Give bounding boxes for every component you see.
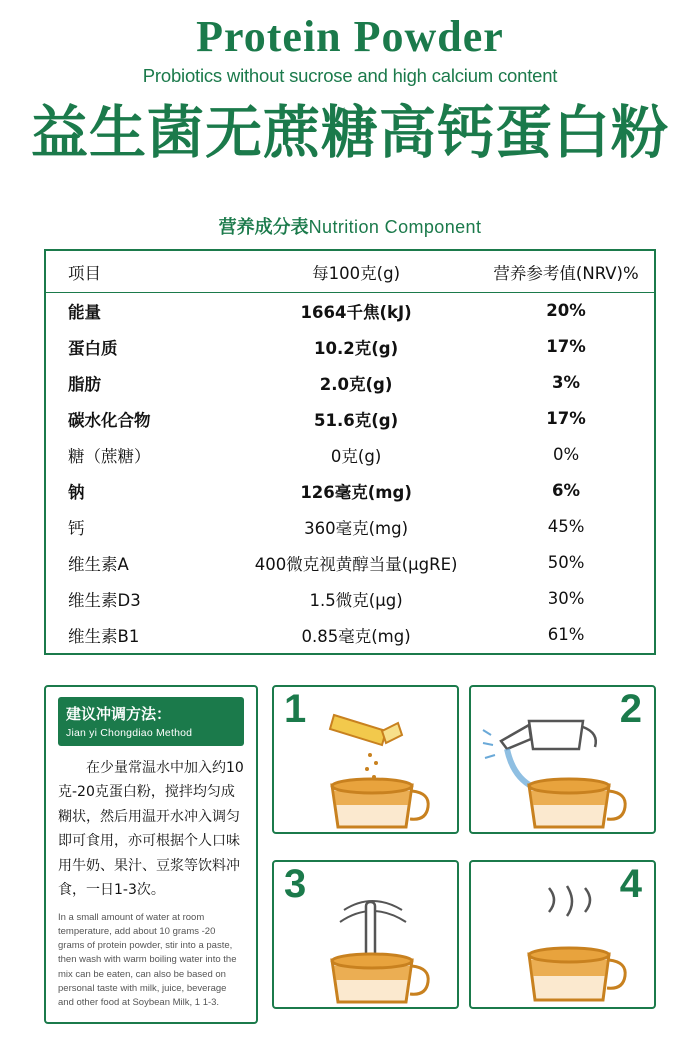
table-row — [45, 401, 655, 437]
cell-value: 360毫克(mg) — [304, 518, 409, 538]
table-row — [45, 473, 655, 509]
step-grid — [272, 685, 656, 1025]
cell-item: 碳水化合物 — [68, 410, 151, 430]
method-body-cn: 在少量常温水中加入约10克-20克蛋白粉，搅拌均匀成糊状，然后用温开水冲入调匀即可食用，亦可根据个人口味用牛奶、果汁、豆浆等饮料冲食，一日1-3次。 — [58, 759, 244, 899]
cell-item: 维生素D3 — [68, 590, 141, 610]
column-header-item: 项目 — [68, 263, 101, 283]
cell-value: 400微克视黄醇当量(μgRE) — [254, 554, 458, 574]
nutrition-table-body — [45, 292, 655, 654]
cell-value: 1664千焦(kJ) — [300, 302, 412, 322]
method-body-en: In a small amount of water at room temperature, add about 10 grams -20 grams of protein powder, stir into a paste, then wash with warm boiling water into the mix can be eaten, can also be based on personal taste with milk, juice, beverage and other food at Soybean Milk, 1 1-3. — [58, 911, 237, 1009]
nutrition-heading-cn: 营养成分表 — [218, 216, 309, 238]
table-header-row — [45, 250, 655, 293]
cell-value: 0.85毫克(mg) — [301, 626, 411, 646]
ready-to-drink-icon — [471, 862, 656, 1007]
page-subtitle-en: Probiotics without sucrose and high calcium content — [142, 65, 558, 87]
cell-nrv: 61% — [547, 625, 585, 645]
cell-nrv: 3% — [552, 373, 581, 393]
table-row — [45, 617, 655, 654]
product-header — [0, 0, 700, 167]
column-header-per100g: 每100克(g) — [312, 263, 401, 283]
cell-nrv: 45% — [547, 517, 585, 537]
nutrition-table-head — [45, 250, 655, 293]
step-number-4: 4 — [619, 861, 642, 906]
cell-item: 脂肪 — [68, 374, 101, 394]
cell-nrv: 6% — [552, 481, 581, 501]
cell-value: 51.6克(g) — [314, 410, 399, 430]
table-row — [45, 329, 655, 365]
pour-powder-icon — [274, 687, 459, 832]
cell-item: 钠 — [68, 482, 85, 502]
cell-item: 维生素A — [68, 554, 129, 574]
cell-nrv: 17% — [546, 337, 586, 357]
step-3 — [272, 860, 459, 1009]
method-title-en: Jian yi Chongdiao Method — [66, 726, 193, 739]
cell-nrv: 20% — [546, 301, 586, 321]
cell-nrv: 17% — [546, 409, 586, 429]
step-number-3: 3 — [284, 861, 307, 906]
cell-nrv: 0% — [552, 445, 580, 465]
nutrition-heading-en: Nutrition Component — [308, 216, 482, 237]
cell-nrv: 30% — [547, 589, 585, 609]
cell-item: 钙 — [68, 518, 85, 538]
cell-item: 蛋白质 — [68, 338, 118, 358]
page-title-en: Protein Powder — [196, 12, 504, 61]
cell-value: 126毫克(mg) — [300, 482, 412, 502]
cell-value: 2.0克(g) — [319, 374, 393, 394]
table-row — [45, 545, 655, 581]
table-row — [45, 437, 655, 473]
column-header-nrv: 营养参考值(NRV)% — [493, 263, 639, 283]
cell-nrv: 50% — [547, 553, 585, 573]
method-title — [58, 697, 244, 746]
step-2 — [469, 685, 656, 834]
nutrition-table — [44, 249, 656, 655]
cell-item: 能量 — [68, 302, 101, 322]
step-1 — [272, 685, 459, 834]
table-row — [45, 581, 655, 617]
table-row — [45, 365, 655, 401]
preparation-section — [0, 685, 700, 1025]
method-title-cn: 建议冲调方法： — [66, 704, 172, 723]
cell-value: 10.2克(g) — [314, 338, 399, 358]
step-4 — [469, 860, 656, 1009]
step-number-2: 2 — [619, 686, 642, 731]
cell-item: 糖（蔗糖） — [68, 446, 151, 466]
nutrition-section — [0, 213, 700, 655]
cell-item: 维生素B1 — [68, 626, 140, 646]
pour-water-icon — [471, 687, 656, 832]
page-title-cn: 益生菌无蔗糖高钙蛋白粉 — [31, 100, 669, 167]
table-row — [45, 509, 655, 545]
step-number-1: 1 — [284, 686, 307, 731]
nutrition-heading — [44, 213, 656, 239]
table-row — [45, 292, 655, 329]
cell-value: 1.5微克(μg) — [309, 590, 403, 610]
method-box — [44, 685, 258, 1025]
bottom-spacer — [0, 1024, 700, 1042]
stir-spoon-icon — [274, 862, 459, 1007]
cell-value: 0克(g) — [330, 446, 382, 466]
